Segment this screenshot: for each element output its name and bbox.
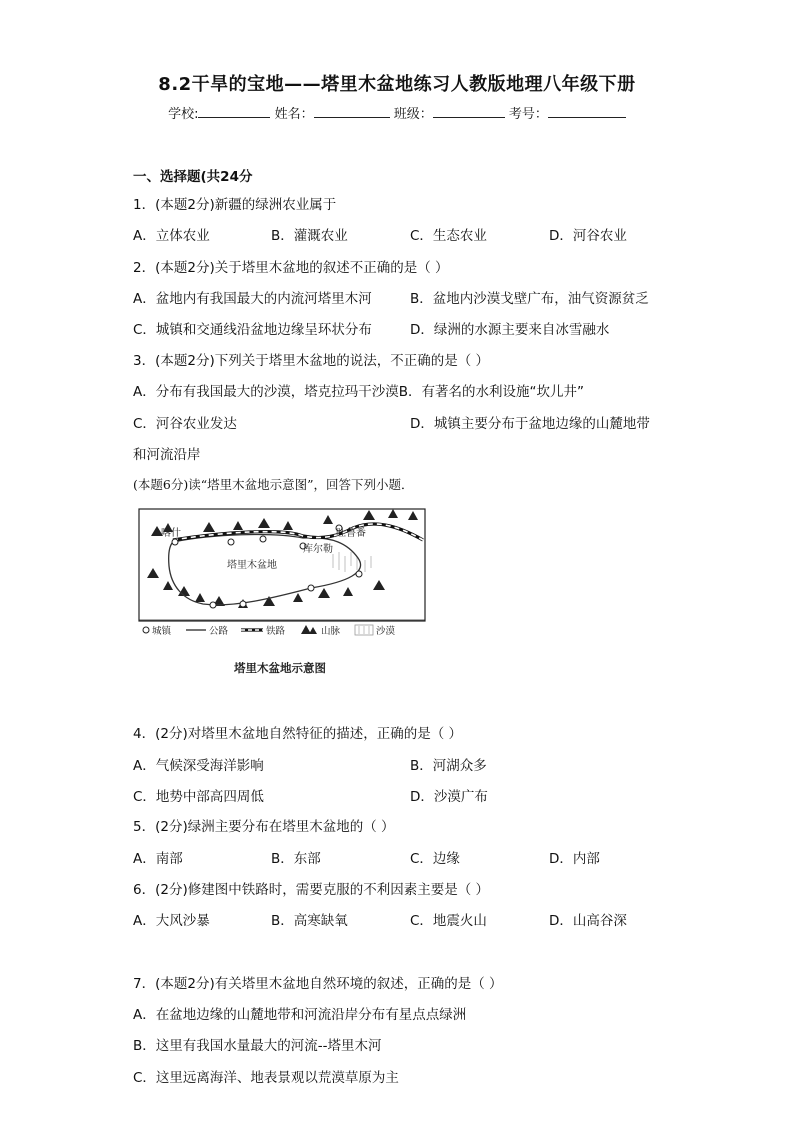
map-legend: [143, 625, 396, 637]
legend-mountain-label: 山脉: [321, 626, 341, 637]
q2-option-b[interactable]: B．盆地内沙漠戈壁广布，油气资源贫乏: [410, 291, 649, 307]
legend-desert-label: 沙漠: [376, 626, 396, 637]
name-label: 姓名：: [274, 107, 314, 122]
q3-option-d[interactable]: D．城镇主要分布于盆地边缘的山麓地带: [410, 416, 650, 432]
q4-option-d[interactable]: D．沙漠广布: [410, 789, 488, 805]
q3-option-c[interactable]: C．河谷农业发达: [133, 416, 237, 432]
q6-option-c[interactable]: C．地震火山: [410, 913, 487, 929]
q1-option-b[interactable]: B．灌溉农业: [271, 228, 348, 244]
q7-option-b[interactable]: B．这里有我国水量最大的河流--塔里木河: [133, 1038, 382, 1054]
turpan-label: 吐鲁番: [336, 528, 366, 539]
student-info-row: [0, 103, 794, 122]
id-field[interactable]: [548, 105, 626, 118]
q2-option-d[interactable]: D．绿洲的水源主要来自冰雪融水: [410, 322, 610, 338]
school-label: 学校:: [168, 107, 199, 122]
legend-town-label: 城镇: [152, 626, 172, 637]
q3-option-a-b[interactable]: A．分布有我国最大的沙漠，塔克拉玛干沙漠B．有著名的水利设施“坎儿井”: [133, 384, 584, 400]
q6-option-a[interactable]: A．大风沙暴: [133, 913, 210, 929]
q6-option-b[interactable]: B．高寒缺氧: [271, 913, 348, 929]
question-6-stem: 6．(2分)修建图中铁路时，需要克服的不利因素主要是（ ）: [133, 882, 490, 898]
question-2-stem: 2．(本题2分)关于塔里木盆地的叙述不正确的是（ ）: [133, 260, 449, 276]
q5-option-b[interactable]: B．东部: [271, 851, 321, 867]
id-label: 考号：: [508, 107, 548, 122]
legend-rail-label: 铁路: [266, 626, 286, 637]
class-field[interactable]: [433, 105, 505, 118]
q2-option-c[interactable]: C．城镇和交通线沿盆地边缘呈环状分布: [133, 322, 372, 338]
question-7-stem: 7．(本题2分)有关塔里木盆地自然环境的叙述，正确的是（ ）: [133, 976, 503, 992]
q4-option-c[interactable]: C．地势中部高四周低: [133, 789, 264, 805]
class-label: 班级：: [393, 107, 433, 122]
legend-road-label: 公路: [209, 626, 229, 637]
korla-label: 库尔勒: [303, 544, 333, 555]
q1-option-d[interactable]: D．河谷农业: [549, 228, 627, 244]
question-group-intro: (本题6分)读“塔里木盆地示意图”，回答下列小题．: [133, 477, 414, 492]
q7-option-a[interactable]: A．在盆地边缘的山麓地带和河流沿岸分布有星点点绿洲: [133, 1007, 467, 1023]
q1-option-c[interactable]: C．生态农业: [410, 228, 487, 244]
q5-option-a[interactable]: A．南部: [133, 851, 183, 867]
q7-option-c[interactable]: C．这里远离海洋、地表景观以荒漠草原为主: [133, 1070, 399, 1086]
q3-option-d-continued: 和河流沿岸: [133, 447, 201, 463]
q2-option-a[interactable]: A．盆地内有我国最大的内流河塔里木河: [133, 291, 372, 307]
school-field[interactable]: [198, 105, 270, 118]
worksheet-title: 8.2干旱的宝地——塔里木盆地练习人教版地理八年级下册: [158, 74, 636, 95]
map-caption: 塔里木盆地示意图: [234, 661, 326, 675]
kashgar-label: 喀什: [161, 528, 181, 539]
q4-option-a[interactable]: A．气候深受海洋影响: [133, 758, 264, 774]
question-1-stem: 1．(本题2分)新疆的绿洲农业属于: [133, 197, 337, 213]
q6-option-d[interactable]: D．山高谷深: [549, 913, 627, 929]
question-5-stem: 5．(2分)绿洲主要分布在塔里木盆地的（ ）: [133, 819, 395, 835]
basin-label: 塔里木盆地: [227, 560, 277, 571]
q4-option-b[interactable]: B．河湖众多: [410, 758, 487, 774]
q5-option-d[interactable]: D．内部: [549, 851, 600, 867]
section-title: 一、选择题(共24分: [133, 169, 253, 185]
q5-option-c[interactable]: C．边缘: [410, 851, 460, 867]
q1-option-a[interactable]: A．立体农业: [133, 228, 210, 244]
tarim-basin-map: [133, 506, 427, 682]
name-field[interactable]: [314, 105, 390, 118]
question-4-stem: 4．(2分)对塔里木盆地自然特征的描述，正确的是（ ）: [133, 726, 463, 742]
question-3-stem: 3．(本题2分)下列关于塔里木盆地的说法，不正确的是（ ）: [133, 353, 490, 369]
